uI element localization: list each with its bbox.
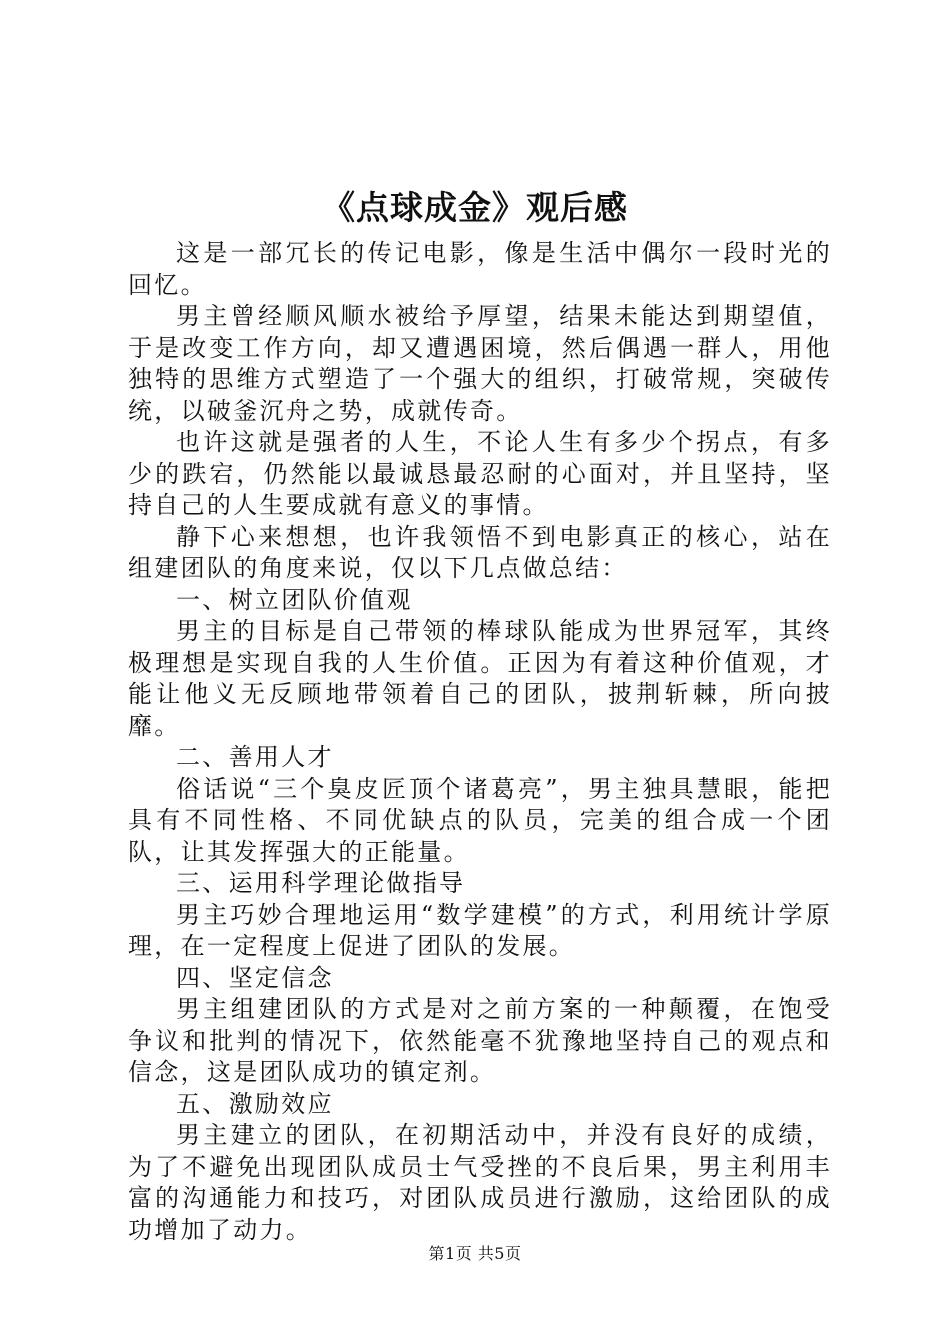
section-heading-4: 四、坚定信念: [176, 963, 334, 992]
section-heading-2: 二、善用人才: [176, 743, 334, 771]
paragraph-section-4: 男主组建团队的方式是对之前方案的一种颠覆，在饱受争议和批判的情况下，依然能毫不犹豫地坚持自己的观点和信念，这是团队成功的镇定剂。: [128, 995, 832, 1086]
paragraph-story: 男主曾经顺风顺水被给予厚望，结果未能达到期望值，于是改变工作方向，却又遭遇困境，然后偶遇一群人，用他独特的思维方式塑造了一个强大的组织，打破常规，突破传统，以破釜沉舟之势，成就传奇。: [128, 302, 832, 425]
paragraph-section-1: 男主的目标是自己带领的棒球队能成为世界冠军，其终极理想是实现自我的人生价值。正因为有着这种价值观，才能让他义无反顾地带领着自己的团队，披荆斩棘，所向披靡。: [128, 617, 832, 740]
section-heading-3: 三、运用科学理论做指导: [176, 869, 466, 897]
section-heading-1: 一、树立团队价值观: [176, 585, 413, 614]
paragraph-intro: 这是一部冗长的传记电影，像是生活中偶尔一段时光的回忆。: [128, 239, 832, 299]
document-title: 《点球成金》观后感: [322, 188, 628, 227]
paragraph-section-3: 男主巧妙合理地运用“数学建模”的方式，利用统计学原理，在一定程度上促进了团队的发展。: [128, 900, 832, 960]
document-body: [128, 238, 832, 1246]
page-number-footer: 第1页 共5页: [428, 1244, 522, 1263]
paragraph-reflection: 也许这就是强者的人生，不论人生有多少个拐点，有多少的跌宕，仍然能以最诚恳最忍耐的心面对，并且坚持，坚持自己的人生要成就有意义的事情。: [128, 428, 832, 519]
section-heading-5: 五、激励效应: [176, 1089, 334, 1118]
paragraph-section-2: 俗话说“三个臭皮匠顶个诸葛亮”，男主独具慧眼，能把具有不同性格、不同优缺点的队员，完美的组合成一个团队，让其发挥强大的正能量。: [128, 774, 832, 866]
paragraph-summary-intro: 静下心来想想，也许我领悟不到电影真正的核心，站在组建团队的角度来说，仅以下几点做总结：: [128, 522, 832, 582]
paragraph-section-5: 男主建立的团队，在初期活动中，并没有良好的成绩，为了不避免出现团队成员士气受挫的不良后果，男主利用丰富的沟通能力和技巧，对团队成员进行激励，这给团队的成功增加了动力。: [128, 1121, 832, 1244]
